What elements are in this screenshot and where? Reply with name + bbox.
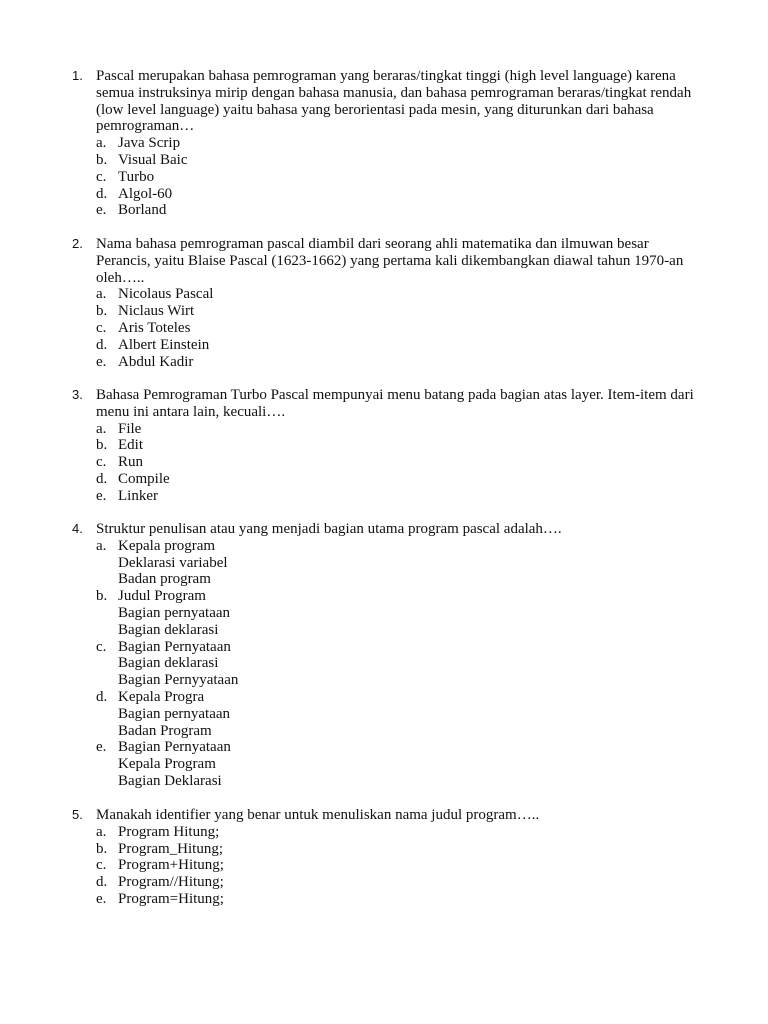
option-text: Abdul Kadir <box>118 353 194 370</box>
option-text: Edit <box>118 437 143 454</box>
option-b <box>96 303 702 320</box>
option-b <box>96 152 702 169</box>
question-4 <box>72 521 702 790</box>
option-list <box>72 135 702 219</box>
option-text: Borland <box>118 202 167 219</box>
option-text: Program_Hitung; <box>118 840 223 857</box>
option-text: Compile <box>118 470 170 487</box>
question-3 <box>72 387 702 505</box>
option-letter: e. <box>96 202 107 219</box>
option-text: Bagian pernyataan <box>118 705 231 722</box>
question-number: 2. <box>72 236 83 251</box>
option-text: Visual Baic <box>118 151 188 168</box>
option-text: Program Hitung; <box>118 823 220 840</box>
option-letter: d. <box>96 470 108 487</box>
option-text: Albert Einstein <box>118 336 210 353</box>
question-text: Manakah identifier yang benar untuk menuliskan nama judul program….. <box>96 807 540 823</box>
option-c <box>96 169 702 186</box>
question-1 <box>72 68 702 219</box>
option-letter: e. <box>96 739 107 756</box>
option-list <box>72 824 702 908</box>
option-letter: b. <box>96 437 108 454</box>
option-d <box>96 186 702 203</box>
option-text: Aris Toteles <box>118 319 191 336</box>
option-letter: c. <box>96 454 107 471</box>
question-number: 5. <box>72 807 83 822</box>
option-d <box>96 689 702 739</box>
option-letter: b. <box>96 840 108 857</box>
option-text: Bagian Pernyyataan <box>118 672 239 689</box>
option-letter: b. <box>96 588 108 605</box>
question-text: Pascal merupakan bahasa pemrograman yang beraras/tingkat tinggi (high level language) karena semua instruksinya mirip dengan bahasa manusia, dan bahasa pemrograman beraras/tingkat rendah (low level language) yaitu bahasa yang berorientasi pada mesin, yang diturunkan dari bahasa pemrograman… <box>96 68 692 135</box>
option-letter: b. <box>96 303 108 320</box>
option-text: Niclaus Wirt <box>118 303 195 320</box>
option-letter: b. <box>96 151 108 168</box>
option-letter: c. <box>96 857 107 874</box>
option-a <box>96 538 702 588</box>
option-text: Java Scrip <box>118 135 181 152</box>
option-text: Bagian pernyataan <box>118 604 231 621</box>
option-d <box>96 471 702 488</box>
option-letter: c. <box>96 638 107 655</box>
question-text: Struktur penulisan atau yang menjadi bagian utama program pascal adalah…. <box>96 521 562 537</box>
option-text: Nicolaus Pascal <box>118 286 214 303</box>
option-letter: e. <box>96 487 107 504</box>
question-number: 3. <box>72 387 83 402</box>
option-text: Kepala Program <box>118 756 216 773</box>
option-text: Kepala Progra <box>118 688 205 705</box>
option-e <box>96 354 702 371</box>
option-text: Turbo <box>118 168 155 185</box>
question-2 <box>72 236 702 370</box>
option-e <box>96 488 702 505</box>
option-e <box>96 739 702 789</box>
option-letter: c. <box>96 168 107 185</box>
option-letter: d. <box>96 688 108 705</box>
option-c <box>96 639 702 689</box>
option-text: Kepala program <box>118 537 216 554</box>
option-letter: c. <box>96 319 107 336</box>
option-letter: a. <box>96 537 107 554</box>
option-letter: d. <box>96 336 108 353</box>
option-text: Judul Program <box>118 588 206 605</box>
option-text: Bagian deklarasi <box>118 621 219 638</box>
option-text: Program+Hitung; <box>118 857 224 874</box>
option-text: Badan program <box>118 571 211 588</box>
option-d <box>96 337 702 354</box>
option-letter: d. <box>96 185 108 202</box>
option-text: Bagian Deklarasi <box>118 772 222 789</box>
option-list <box>72 538 702 790</box>
option-letter: a. <box>96 420 107 437</box>
option-letter: a. <box>96 286 107 303</box>
option-b <box>96 841 702 858</box>
question-text: Bahasa Pemrograman Turbo Pascal mempunyai menu batang pada bagian atas layer. Item-item dari menu ini antara lain, kecuali…. <box>96 387 694 420</box>
option-text: Linker <box>118 487 158 504</box>
option-list <box>72 421 702 505</box>
option-text: Bagian Pernyataan <box>118 739 231 756</box>
option-text: Badan Program <box>118 722 212 739</box>
option-letter: a. <box>96 135 107 152</box>
option-e <box>96 891 702 908</box>
option-letter: e. <box>96 890 107 907</box>
option-a <box>96 135 702 152</box>
option-text: Run <box>118 454 144 471</box>
option-text: Program=Hitung; <box>118 890 224 907</box>
option-letter: d. <box>96 874 108 891</box>
option-letter: a. <box>96 823 107 840</box>
option-text: Algol-60 <box>118 185 173 202</box>
question-number: 1. <box>72 68 83 83</box>
option-c <box>96 320 702 337</box>
option-list <box>72 286 702 370</box>
question-5 <box>72 807 702 908</box>
option-b <box>96 437 702 454</box>
option-d <box>96 874 702 891</box>
option-a <box>96 421 702 438</box>
option-a <box>96 286 702 303</box>
question-number: 4. <box>72 521 83 536</box>
option-text: Bagian Pernyataan <box>118 638 231 655</box>
option-text: Deklarasi variabel <box>118 554 228 571</box>
option-e <box>96 202 702 219</box>
option-c <box>96 857 702 874</box>
option-c <box>96 454 702 471</box>
option-text: Bagian deklarasi <box>118 655 219 672</box>
option-a <box>96 824 702 841</box>
option-text: Program//Hitung; <box>118 874 224 891</box>
option-text: File <box>118 420 142 437</box>
option-letter: e. <box>96 353 107 370</box>
question-text: Nama bahasa pemrograman pascal diambil dari seorang ahli matematika dan ilmuwan besar Perancis, yaitu Blaise Pascal (1623-1662) yang pertama kali dikembangkan diawal tahun 1970-an oleh….. <box>96 236 684 286</box>
option-b <box>96 588 702 638</box>
